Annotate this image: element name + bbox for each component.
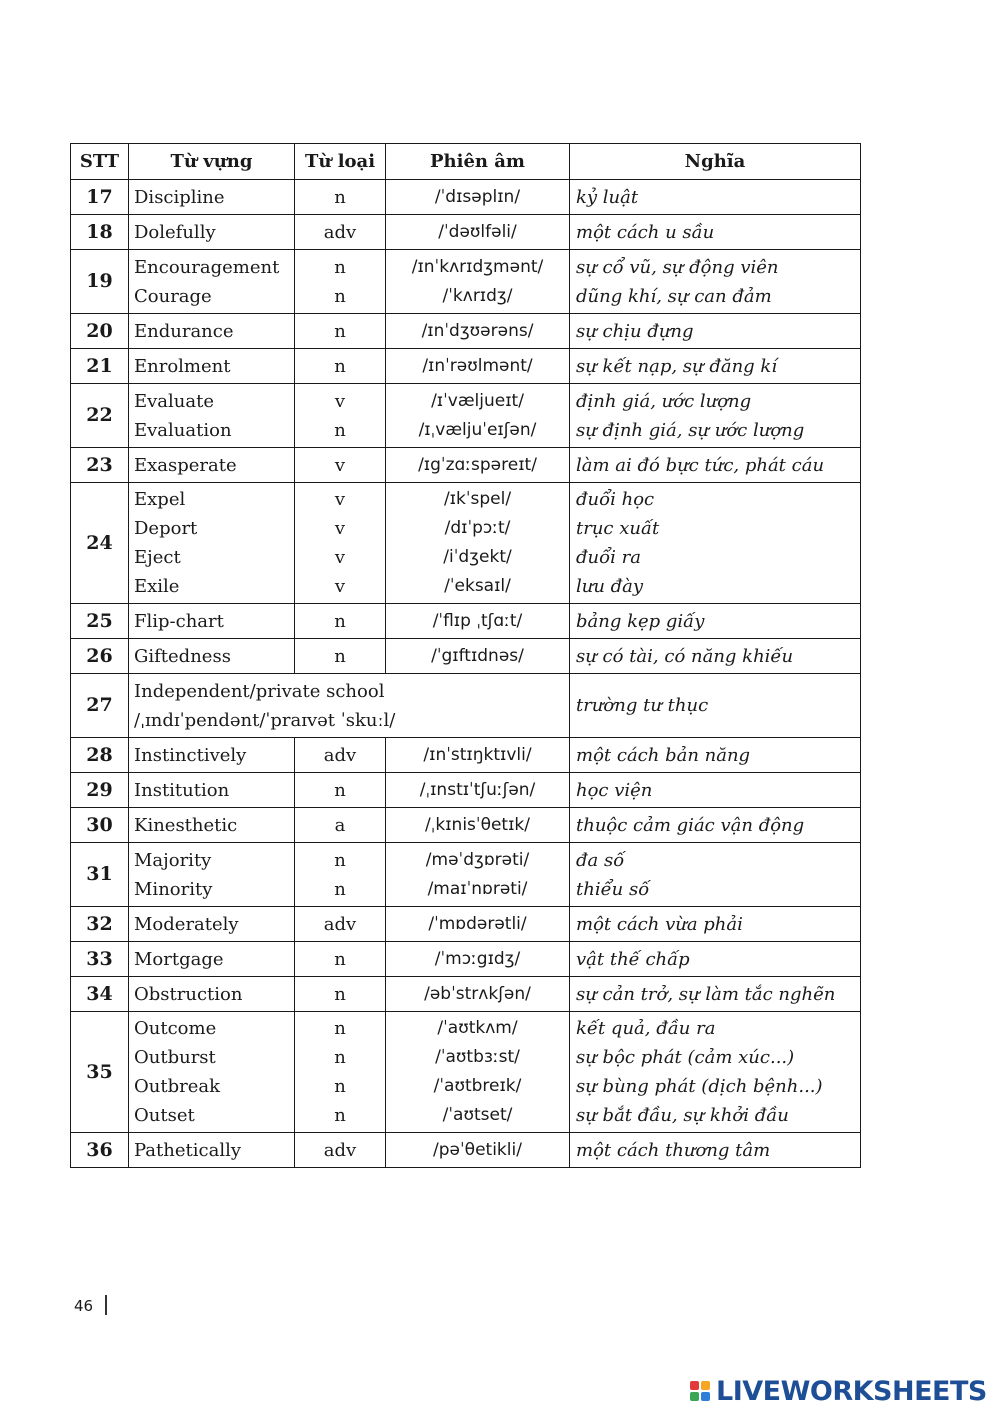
meaning-line: bảng kẹp giấy bbox=[576, 610, 705, 632]
word-class-line: v bbox=[334, 547, 346, 568]
word-class-line: n bbox=[334, 1076, 346, 1097]
vocab-word-line: Dolefully bbox=[134, 221, 216, 243]
table-row bbox=[71, 215, 861, 250]
word-class bbox=[295, 843, 386, 907]
vocab-word-line: Enrolment bbox=[134, 355, 231, 377]
meaning bbox=[570, 773, 861, 808]
word-class-line: n bbox=[334, 1105, 346, 1126]
page-number: 46 bbox=[74, 1297, 94, 1315]
word-class-line: a bbox=[334, 814, 346, 836]
vocab-word-line: Eject bbox=[134, 547, 181, 568]
phonetic-line: /ˈaʊtkʌm/ bbox=[437, 1018, 518, 1038]
phonetic bbox=[386, 349, 570, 384]
word-class-line: n bbox=[334, 878, 346, 900]
meaning bbox=[570, 448, 861, 483]
word-class-line: n bbox=[334, 849, 346, 871]
table-row bbox=[71, 314, 861, 349]
logo-square bbox=[701, 1392, 710, 1401]
row-number: 29 bbox=[71, 773, 129, 808]
vocab-word-line: Instinctively bbox=[134, 744, 247, 766]
row-number: 25 bbox=[71, 604, 129, 639]
word-class-line: n bbox=[334, 419, 346, 441]
vocab-word bbox=[129, 180, 295, 215]
phonetic-line: /əbˈstrʌkʃən/ bbox=[424, 983, 531, 1004]
row-number: 27 bbox=[71, 674, 129, 738]
meaning bbox=[570, 977, 861, 1012]
word-class-line: adv bbox=[323, 221, 357, 243]
vocab-word-line: Endurance bbox=[134, 320, 234, 342]
word-class bbox=[295, 314, 386, 349]
table-header-row bbox=[71, 144, 861, 180]
word-class bbox=[295, 180, 386, 215]
phonetic-line: /ˈmɒdərətli/ bbox=[428, 913, 527, 934]
table-row bbox=[71, 180, 861, 215]
word-class-line: n bbox=[334, 186, 346, 208]
phonetic bbox=[386, 384, 570, 448]
meaning-line: sự bộc phát (cảm xúc...) bbox=[576, 1047, 795, 1068]
word-class-line: n bbox=[334, 948, 346, 970]
vocab-word-line: Expel bbox=[134, 489, 186, 510]
meaning-line: một cách thương tâm bbox=[576, 1139, 771, 1161]
word-class bbox=[295, 604, 386, 639]
table-row bbox=[71, 604, 861, 639]
meaning bbox=[570, 604, 861, 639]
row-number: 36 bbox=[71, 1133, 129, 1168]
meaning bbox=[570, 1012, 861, 1133]
vocab-word-line: Discipline bbox=[134, 186, 225, 208]
meaning-line: đa số bbox=[576, 849, 625, 871]
word-class-line: n bbox=[334, 610, 346, 632]
phonetic-line: /ɪnˈrəʊlmənt/ bbox=[422, 355, 533, 376]
row-number: 19 bbox=[71, 250, 129, 314]
vocab-word bbox=[129, 977, 295, 1012]
meaning-line: một cách u sầu bbox=[576, 221, 715, 243]
phonetic-line: /ɪnˈkʌrɪdʒmənt/ bbox=[411, 256, 544, 277]
row-number: 35 bbox=[71, 1012, 129, 1133]
word-class bbox=[295, 483, 386, 604]
table-row bbox=[71, 843, 861, 907]
phonetic bbox=[386, 1133, 570, 1168]
phonetic-line: /ˈkʌrɪdʒ/ bbox=[442, 285, 513, 306]
word-class bbox=[295, 977, 386, 1012]
meaning-line: thuộc cảm giác vận động bbox=[576, 814, 805, 836]
row-number: 17 bbox=[71, 180, 129, 215]
row-number: 28 bbox=[71, 738, 129, 773]
phonetic-line: /ɪkˈspel/ bbox=[443, 489, 512, 509]
phonetic-line: /ˈgɪftɪdnəs/ bbox=[431, 645, 524, 666]
word-class-line: n bbox=[334, 355, 346, 377]
table-row bbox=[71, 738, 861, 773]
vocab-word bbox=[129, 250, 295, 314]
phonetic-line: /ˈmɔːgɪdʒ/ bbox=[434, 948, 521, 969]
meaning bbox=[570, 808, 861, 843]
phonetic-line: /ˈeksaɪl/ bbox=[444, 576, 511, 596]
term-span-cell-line: Independent/private school bbox=[134, 680, 385, 702]
word-class-line: n bbox=[334, 645, 346, 667]
phonetic bbox=[386, 215, 570, 250]
phonetic-line: /ˈaʊtbɜːst/ bbox=[435, 1047, 520, 1067]
table-row bbox=[71, 977, 861, 1012]
table-row bbox=[71, 674, 861, 738]
meaning-line: sự có tài, có năng khiếu bbox=[576, 645, 794, 667]
meaning-line: sự bùng phát (dịch bệnh...) bbox=[576, 1076, 823, 1097]
table-row bbox=[71, 384, 861, 448]
vocab-word-line: Outbreak bbox=[134, 1076, 221, 1097]
meaning-line: sự cổ vũ, sự động viên bbox=[576, 256, 779, 278]
phonetic bbox=[386, 448, 570, 483]
vocab-word-line: Outburst bbox=[134, 1047, 216, 1068]
row-number: 21 bbox=[71, 349, 129, 384]
row-number: 18 bbox=[71, 215, 129, 250]
vocab-word bbox=[129, 843, 295, 907]
phonetic bbox=[386, 977, 570, 1012]
meaning bbox=[570, 384, 861, 448]
vocab-word-line: Exile bbox=[134, 576, 180, 597]
table-row bbox=[71, 448, 861, 483]
vocab-word-line: Deport bbox=[134, 518, 198, 539]
word-class bbox=[295, 907, 386, 942]
word-class bbox=[295, 808, 386, 843]
meaning-line: sự kết nạp, sự đăng kí bbox=[576, 355, 778, 377]
word-class bbox=[295, 942, 386, 977]
phonetic-line: /ɪnˈdʒʊərəns/ bbox=[421, 320, 534, 341]
phonetic-line: /maɪˈnɒrəti/ bbox=[427, 878, 528, 899]
meaning bbox=[570, 738, 861, 773]
term-span-cell-line: /ˌɪndɪˈpendənt/ˈpraɪvət ˈskuːl/ bbox=[134, 709, 396, 731]
word-class bbox=[295, 1133, 386, 1168]
word-class-line: adv bbox=[323, 913, 357, 935]
table-row bbox=[71, 349, 861, 384]
header-pos: Từ loại bbox=[295, 144, 386, 180]
meaning bbox=[570, 843, 861, 907]
phonetic-line: /ˈflɪp ˌtʃɑːt/ bbox=[432, 610, 523, 631]
row-number: 33 bbox=[71, 942, 129, 977]
phonetic-line: /iˈdʒekt/ bbox=[443, 547, 512, 567]
word-class bbox=[295, 215, 386, 250]
meaning-line: làm ai đó bực tức, phát cáu bbox=[576, 454, 825, 476]
meaning-line: lưu đày bbox=[576, 576, 644, 597]
meaning-line: dũng khí, sự can đảm bbox=[576, 285, 772, 307]
vocab-word-line: Kinesthetic bbox=[134, 814, 238, 836]
word-class-line: n bbox=[334, 1018, 346, 1039]
phonetic-line: /məˈdʒɒrəti/ bbox=[425, 849, 530, 870]
word-class-line: v bbox=[334, 454, 346, 476]
vocab-word bbox=[129, 942, 295, 977]
meaning bbox=[570, 349, 861, 384]
word-class bbox=[295, 384, 386, 448]
meaning-line: trục xuất bbox=[576, 518, 660, 539]
word-class-line: n bbox=[334, 285, 346, 307]
vocab-word-line: Outcome bbox=[134, 1018, 217, 1039]
header-stt: STT bbox=[71, 144, 129, 180]
phonetic bbox=[386, 180, 570, 215]
vocab-word-line: Minority bbox=[134, 878, 213, 900]
vocab-word bbox=[129, 349, 295, 384]
vocab-word-line: Encouragement bbox=[134, 256, 280, 278]
word-class-line: adv bbox=[323, 744, 357, 766]
table-row bbox=[71, 483, 861, 604]
phonetic bbox=[386, 483, 570, 604]
meaning bbox=[570, 639, 861, 674]
table-row bbox=[71, 907, 861, 942]
vocab-word bbox=[129, 1133, 295, 1168]
table-row bbox=[71, 773, 861, 808]
liveworksheets-brand bbox=[690, 1375, 987, 1407]
phonetic-line: /ɪgˈzɑːspəreɪt/ bbox=[418, 454, 537, 475]
phonetic bbox=[386, 843, 570, 907]
row-number: 34 bbox=[71, 977, 129, 1012]
vocab-word bbox=[129, 604, 295, 639]
word-class-line: n bbox=[334, 320, 346, 342]
header-meaning: Nghĩa bbox=[570, 144, 861, 180]
word-class-line: n bbox=[334, 779, 346, 801]
vocab-word bbox=[129, 808, 295, 843]
phonetic bbox=[386, 808, 570, 843]
vocab-word-line: Courage bbox=[134, 285, 212, 307]
meaning bbox=[570, 250, 861, 314]
logo-square bbox=[690, 1381, 699, 1390]
header-ipa: Phiên âm bbox=[386, 144, 570, 180]
row-number: 30 bbox=[71, 808, 129, 843]
phonetic-line: /ˌkɪnisˈθetɪk/ bbox=[424, 814, 530, 835]
vocab-word bbox=[129, 384, 295, 448]
meaning bbox=[570, 674, 861, 738]
meaning-line: học viện bbox=[576, 779, 653, 801]
table-row bbox=[71, 250, 861, 314]
word-class bbox=[295, 738, 386, 773]
phonetic-line: /dɪˈpɔːt/ bbox=[444, 518, 511, 538]
word-class-line: v bbox=[334, 576, 346, 597]
vocab-word bbox=[129, 314, 295, 349]
word-class bbox=[295, 1012, 386, 1133]
table-row bbox=[71, 1133, 861, 1168]
vocab-word-line: Pathetically bbox=[134, 1139, 241, 1161]
meaning bbox=[570, 1133, 861, 1168]
word-class-line: n bbox=[334, 983, 346, 1005]
phonetic-line: /ɪˌvæljuˈeɪʃən/ bbox=[418, 419, 537, 440]
phonetic-line: /ˌɪnstɪˈtʃuːʃən/ bbox=[419, 779, 536, 800]
phonetic bbox=[386, 250, 570, 314]
vocab-word-line: Evaluate bbox=[134, 390, 215, 412]
phonetic bbox=[386, 1012, 570, 1133]
liveworksheets-logo-icon bbox=[690, 1381, 710, 1401]
phonetic bbox=[386, 942, 570, 977]
word-class bbox=[295, 639, 386, 674]
vocab-word-line: Mortgage bbox=[134, 948, 224, 970]
phonetic-line: /ɪˈvæljueɪt/ bbox=[431, 390, 524, 411]
meaning-line: định giá, ước lượng bbox=[576, 390, 752, 412]
phonetic bbox=[386, 738, 570, 773]
vocab-word bbox=[129, 215, 295, 250]
meaning-line: vật thế chấp bbox=[576, 948, 690, 970]
word-class-line: n bbox=[334, 1047, 346, 1068]
row-number: 24 bbox=[71, 483, 129, 604]
meaning-line: sự cản trở, sự làm tắc nghẽn bbox=[576, 983, 836, 1005]
logo-square bbox=[701, 1381, 710, 1390]
meaning-line: kết quả, đầu ra bbox=[576, 1018, 716, 1039]
phonetic bbox=[386, 907, 570, 942]
header-word: Từ vựng bbox=[129, 144, 295, 180]
page-number-divider bbox=[105, 1295, 107, 1315]
vocab-word-line: Outset bbox=[134, 1105, 195, 1126]
phonetic-line: /ɪnˈstɪŋktɪvli/ bbox=[423, 744, 532, 765]
row-number: 26 bbox=[71, 639, 129, 674]
vocab-word bbox=[129, 738, 295, 773]
vocab-word-line: Flip-chart bbox=[134, 610, 224, 632]
phonetic-line: /ˈaʊtbreɪk/ bbox=[433, 1076, 522, 1096]
vocab-word bbox=[129, 907, 295, 942]
vocab-word-line: Institution bbox=[134, 779, 230, 801]
meaning-line: sự định giá, sự ước lượng bbox=[576, 419, 805, 441]
word-class bbox=[295, 448, 386, 483]
table-body bbox=[71, 180, 861, 1168]
phonetic-line: /pəˈθetikli/ bbox=[433, 1139, 522, 1160]
meaning-line: kỷ luật bbox=[576, 186, 639, 208]
table-row bbox=[71, 808, 861, 843]
word-class-line: n bbox=[334, 256, 346, 278]
vocab-word-line: Obstruction bbox=[134, 983, 243, 1005]
meaning-line: đuổi học bbox=[576, 489, 655, 510]
row-number: 32 bbox=[71, 907, 129, 942]
meaning bbox=[570, 483, 861, 604]
phonetic bbox=[386, 314, 570, 349]
phonetic-line: /ˈdəʊlfəli/ bbox=[438, 221, 517, 242]
brand-text: LIVEWORKSHEETS bbox=[716, 1375, 987, 1407]
word-class-line: v bbox=[334, 518, 346, 539]
word-class bbox=[295, 349, 386, 384]
row-number: 23 bbox=[71, 448, 129, 483]
row-number: 31 bbox=[71, 843, 129, 907]
vocabulary-table bbox=[70, 143, 861, 1168]
logo-square bbox=[690, 1392, 699, 1401]
word-class-line: v bbox=[334, 390, 346, 412]
vocab-word bbox=[129, 639, 295, 674]
vocab-word-line: Majority bbox=[134, 849, 212, 871]
meaning bbox=[570, 314, 861, 349]
table-row bbox=[71, 942, 861, 977]
table-row bbox=[71, 639, 861, 674]
phonetic-line: /ˈaʊtset/ bbox=[442, 1105, 513, 1125]
vocab-word-line: Giftedness bbox=[134, 645, 231, 667]
table-row bbox=[71, 1012, 861, 1133]
word-class bbox=[295, 773, 386, 808]
meaning-line: đuổi ra bbox=[576, 547, 641, 568]
word-class-line: v bbox=[334, 489, 346, 510]
vocab-word bbox=[129, 483, 295, 604]
word-class bbox=[295, 250, 386, 314]
meaning bbox=[570, 942, 861, 977]
meaning bbox=[570, 180, 861, 215]
phonetic-line: /ˈdɪsəplɪn/ bbox=[434, 186, 521, 207]
meaning-line: sự bắt đầu, sự khởi đầu bbox=[576, 1105, 789, 1126]
row-number: 20 bbox=[71, 314, 129, 349]
meaning-line: thiểu số bbox=[576, 878, 650, 900]
meaning-line: một cách bản năng bbox=[576, 744, 751, 766]
phonetic bbox=[386, 639, 570, 674]
vocab-word-line: Exasperate bbox=[134, 454, 237, 476]
meaning-line: sự chịu đựng bbox=[576, 320, 694, 342]
word-class-line: adv bbox=[323, 1139, 357, 1161]
vocab-word bbox=[129, 1012, 295, 1133]
phonetic bbox=[386, 773, 570, 808]
vocab-word-line: Moderately bbox=[134, 913, 239, 935]
meaning-line: một cách vừa phải bbox=[576, 913, 743, 935]
vocab-word bbox=[129, 448, 295, 483]
vocab-word bbox=[129, 773, 295, 808]
vocab-word-line: Evaluation bbox=[134, 419, 232, 441]
meaning bbox=[570, 215, 861, 250]
phonetic bbox=[386, 604, 570, 639]
meaning-line: trường tư thục bbox=[576, 695, 709, 716]
row-number: 22 bbox=[71, 384, 129, 448]
meaning bbox=[570, 907, 861, 942]
term-span-cell bbox=[129, 674, 570, 738]
